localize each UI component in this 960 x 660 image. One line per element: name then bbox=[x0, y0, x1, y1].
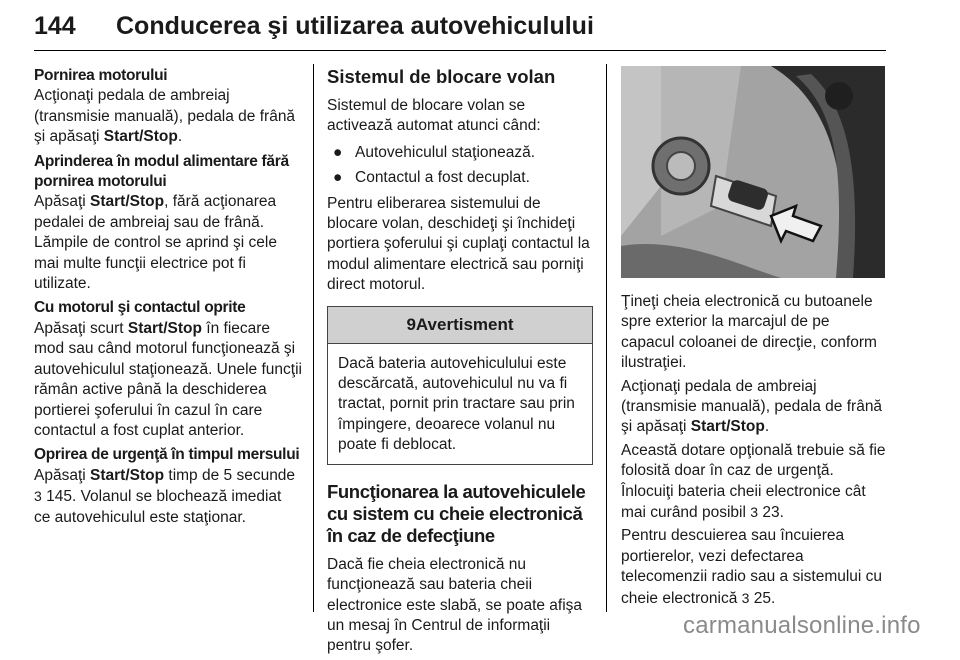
section-accessory-mode: Aprinderea în modul alimentare fără pornirea motorului Apăsaţi Start/Stop, fără acţionarea pedalei de ambreiaj sau de frână. Lămpile de control se aprind şi cele mai multe funcţii electrice pot fi utilizate. bbox=[34, 152, 302, 295]
page-ref-icon: 3 bbox=[741, 589, 750, 606]
list-item: ● Autovehiculul staţionează. bbox=[327, 143, 593, 163]
bullet-icon: ● bbox=[333, 143, 343, 161]
page-title: Conducerea şi utilizarea autovehiculului bbox=[116, 12, 594, 40]
watermark-link[interactable]: carmanualsonline.info bbox=[683, 612, 921, 639]
section-heading: Sistemul de blocare volan bbox=[327, 66, 556, 87]
column-divider-1 bbox=[313, 64, 314, 612]
column-left bbox=[34, 66, 302, 532]
section-engine-start: Pornirea motorului Acţionaţi pedala de ambreiaj (transmisie manuală), pedala de frână şi apăsaţi Start/Stop. bbox=[34, 66, 302, 148]
steering-column-key-illustration bbox=[621, 66, 885, 278]
section-emergency-stop: Oprirea de urgenţă în timpul mersului Apăsaţi Start/Stop timp de 5 secunde 3 145. Volanul se blochează imediat ce autovehiculul este staţionar. bbox=[34, 445, 302, 528]
section-title: Oprirea de urgenţă în timpul mersului bbox=[34, 446, 300, 464]
list-item: ● Contactul a fost decuplat. bbox=[327, 168, 593, 188]
column-right: Ţineţi cheia electronică cu butoanele spre exterior la marcajul de pe capacul coloanei de direcţie, conform ilustraţiei. Acţionaţi pedala de ambreiaj (transmisie manuală), pedala de frână şi apăsaţi Start/Stop. Această dotare opţională trebuie să fie folosită doar în caz de urgenţă. Înlocuiţi bateria cheii electronice cât mai curând posibil 3 23. Pentru descuierea sau încuierea portierelor, vezi defectarea telecomenzii radio sau a sistemului cu cheie electronică 3 25. bbox=[621, 66, 887, 612]
page-ref-icon: 3 bbox=[750, 504, 759, 521]
section-title: Pornirea motorului bbox=[34, 67, 168, 84]
page-number: 144 bbox=[34, 12, 76, 40]
warning-text: Dacă bateria autovehiculului este descărcată, autovehiculul nu va fi tractat, pornit prin tractare sau prin împingere, deoarece volanul nu poate fi deblocat. bbox=[338, 354, 575, 454]
warning-icon: 9 bbox=[406, 314, 416, 334]
section-heading: Funcţionarea la autovehiculele cu sistem cu cheie electronică în caz de defecţiune bbox=[327, 480, 586, 546]
column-middle: Sistemul de blocare volan Sistemul de blocare volan se activează automat atunci când: ● Autovehiculul staţionează. ● Contactul a fost decuplat. Pentru eliberarea sistemului de blocare volan, deschideţi şi închideţi portiera şoferului şi cuplaţi contactul la modul alimentare electrică sau porniţi direct motorul. 9Avertisment Dacă bateria autovehiculului este descărcată, autovehiculul nu va fi tractat, pornit prin tractare sau prin împingere, deoarece volanul nu poate fi deblocat. Funcţionarea la autovehiculele cu sistem cu cheie electronică în caz de defecţiune Dacă fie cheia electronică nu funcţionează sau bateria cheii electronice este slabă, se poate afişa un mesaj în Centrul de informaţii pentru şofer. bbox=[327, 66, 593, 660]
page-ref-icon: 3 bbox=[34, 488, 42, 505]
section-title: Cu motorul şi contactul oprite bbox=[34, 299, 246, 317]
section-title: Aprinderea în modul alimentare fără pornirea motorului bbox=[34, 152, 289, 191]
page-header bbox=[34, 10, 886, 51]
column-divider-2 bbox=[606, 64, 607, 612]
bullet-icon: ● bbox=[333, 169, 343, 187]
warning-header: 9Avertisment bbox=[328, 307, 592, 344]
illustration-image bbox=[621, 66, 885, 278]
section-engine-off: Cu motorul şi contactul oprite Apăsaţi scurt Start/Stop în fiecare mod sau când motorul funcţionează şi autovehiculul staţionează. Unele funcţii rămân active până la deschiderea portierei şoferului în cazul în care contactul a fost cuplat anterior. bbox=[34, 299, 302, 439]
bullet-list bbox=[327, 143, 593, 189]
warning-box bbox=[327, 306, 593, 465]
